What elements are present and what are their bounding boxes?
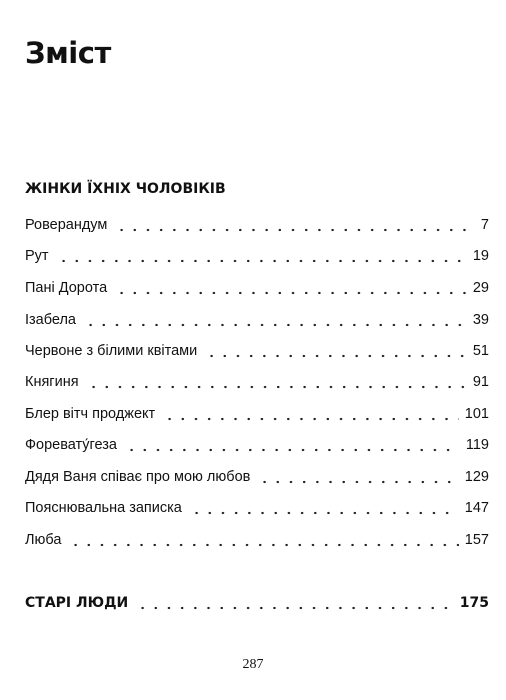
entry-title: Рут — [25, 248, 49, 264]
dot-leader — [55, 259, 467, 263]
toc-entry[interactable] — [25, 406, 489, 426]
dot-leader — [113, 228, 475, 232]
toc-entry[interactable] — [25, 532, 489, 552]
page-number: 287 — [242, 657, 264, 672]
toc-entry[interactable] — [25, 469, 489, 489]
page-title: Зміст — [25, 36, 111, 70]
entry-page: 129 — [464, 469, 489, 485]
toc-entry[interactable] — [25, 217, 489, 237]
dot-leader — [113, 291, 467, 295]
entry-page: 7 — [480, 217, 489, 233]
entry-page: 19 — [472, 248, 489, 264]
toc-entry[interactable] — [25, 374, 489, 394]
dot-leader — [188, 511, 459, 515]
entry-page: 91 — [472, 374, 489, 390]
entry-title: Дядя Ваня співає про мою любов — [25, 469, 251, 485]
section-page: 175 — [459, 595, 489, 611]
entry-page: 39 — [472, 312, 489, 328]
entry-page: 157 — [464, 532, 489, 548]
entry-title: Люба — [25, 532, 62, 548]
toc-entry[interactable] — [25, 500, 489, 520]
entry-title: Блер вітч проджект — [25, 406, 156, 422]
entry-title: Форевату́геза — [25, 437, 117, 453]
toc-entry[interactable] — [25, 280, 489, 300]
entry-title: Пояснювальна записка — [25, 500, 182, 516]
entry-title: Роверандум — [25, 217, 108, 233]
entry-title: Княгиня — [25, 374, 79, 390]
dot-leader — [85, 385, 467, 389]
entry-page: 119 — [465, 437, 489, 453]
section-heading-1: ЖІНКИ ЇХНІХ ЧОЛОВІКІВ — [25, 181, 226, 197]
entry-page: 51 — [472, 343, 489, 359]
dot-leader — [256, 480, 458, 484]
dot-leader — [203, 354, 467, 358]
dot-leader — [123, 448, 460, 452]
section-heading-2: СТАРІ ЛЮДИ — [25, 595, 129, 611]
entry-page: 29 — [472, 280, 489, 296]
dot-leader — [82, 323, 467, 327]
entry-title: Червоне з білими квітами — [25, 343, 198, 359]
dot-leader — [67, 543, 458, 547]
toc-section-entry[interactable] — [25, 595, 489, 615]
entry-title: Ізабела — [25, 312, 76, 328]
entry-page: 147 — [464, 500, 489, 516]
toc-entry[interactable] — [25, 437, 489, 457]
toc-entry[interactable] — [25, 248, 489, 268]
dot-leader — [134, 606, 454, 610]
toc-entry[interactable] — [25, 343, 489, 363]
dot-leader — [161, 417, 459, 421]
entry-title: Пані Дорота — [25, 280, 108, 296]
entry-page: 101 — [464, 406, 489, 422]
toc-entry[interactable] — [25, 312, 489, 332]
